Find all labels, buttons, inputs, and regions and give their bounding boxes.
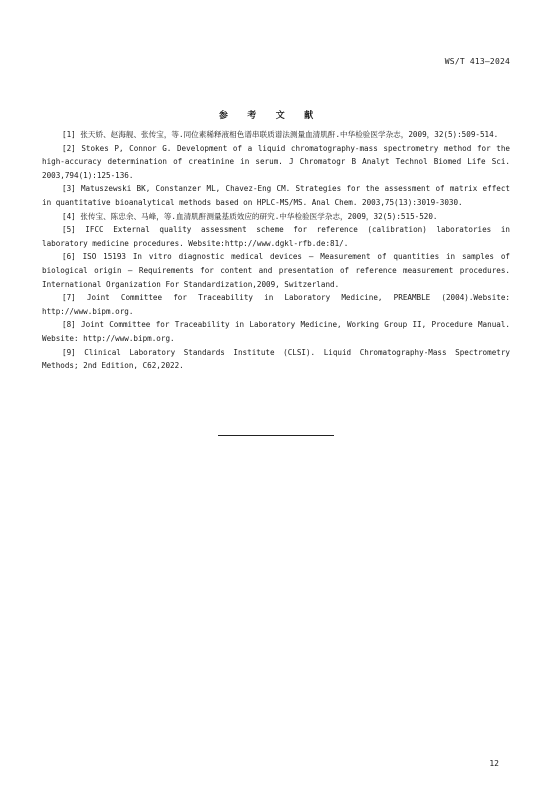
references-title: 参 考 文 献 (218, 111, 321, 121)
end-divider (218, 435, 334, 436)
reference-item: [4] 张传宝、陈忠余、马峰，等.血清肌酐测量基质效应的研究.中华检验医学杂志，2009，32(5):515-520. (62, 211, 438, 221)
reference-item: [5] IFCC External quality assessment scheme for reference (calibration) laboratories in laboratory medicine procedures. Website:http://www.dgkl-rfb.de:81/. (42, 225, 510, 248)
reference-item: [7] Joint Committee for Traceability in Laboratory Medicine, PREAMBLE (2004).Website: http://www.bipm.org. (42, 293, 510, 316)
reference-item: [3] Matuszewski BK, Constanzer ML, Chavez-Eng CM. Strategies for the assessment of matrix effect in quantitative bioanalytical methods based on HPLC-MS/MS. Anal Chem. 2003,75(13):3019-3030. (42, 184, 510, 207)
reference-item: [8] Joint Committee for Traceability in Laboratory Medicine, Working Group II, Procedure Manual. Website: http://www.bipm.org. (42, 320, 510, 343)
page-number: 12 (489, 759, 499, 768)
references-list (42, 128, 510, 373)
standard-number: WS/T 413—2024 (444, 57, 510, 66)
reference-item: [2] Stokes P, Connor G. Development of a liquid chromatography-mass spectrometry method for the high-accuracy determination of creatinine in serum. J Chromatogr B Analyt Technol Biomed Life Sci. 2003,794(1):125-136. (42, 143, 510, 180)
reference-item: [9] Clinical Laboratory Standards Institute (CLSI). Liquid Chromatography-Mass Spectrometry Methods; 2nd Edition, C62,2022. (42, 347, 510, 371)
reference-item: [6] ISO 15193 In vitro diagnostic medical devices — Measurement of quantities in samples of biological origin — Requirements for content and presentation of reference measurement procedures. International Organization For Standardization,2009, Switzerland. (42, 252, 510, 289)
reference-item: [1] 张天娇、赵海舰、张传宝，等.同位素稀释液相色谱串联质谱法测量血清肌酐.中华检验医学杂志，2009，32(5):509-514. (62, 130, 499, 139)
